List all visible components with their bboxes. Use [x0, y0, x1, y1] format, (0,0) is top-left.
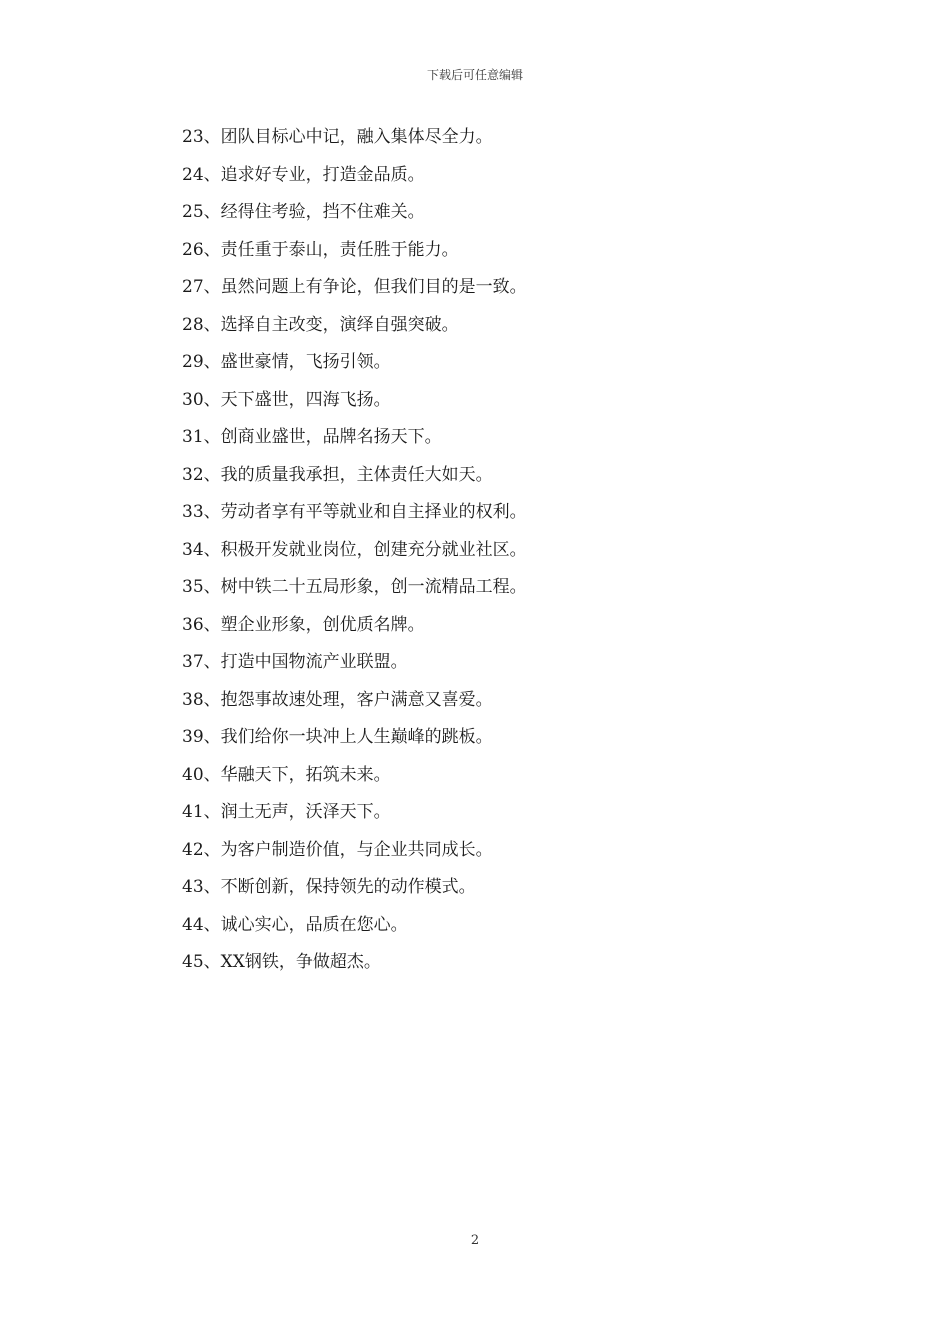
list-item: 37、打造中国物流产业联盟。	[182, 652, 408, 672]
list-item: 24、追求好专业，打造金品质。	[182, 164, 425, 185]
list-item: 30、天下盛世，四海飞扬。	[182, 389, 391, 410]
list-item: 25、经得住考验，挡不住难关。	[182, 202, 425, 222]
list-item: 44、诚心实心，品质在您心。	[182, 914, 408, 935]
list-item: 23、团队目标心中记，融入集体尽全力。	[182, 127, 493, 147]
list-item: 26、责任重于泰山，责任胜于能力。	[182, 239, 459, 260]
list-item: 35、树中铁二十五局形象，创一流精品工程。	[182, 577, 527, 597]
slogan-list	[182, 119, 782, 982]
page-number: 2	[470, 1233, 480, 1248]
page-header-note: 下载后可任意编辑	[426, 68, 523, 82]
list-item: 43、不断创新，保持领先的动作模式。	[182, 877, 476, 897]
list-item: 27、虽然问题上有争论，但我们目的是一致。	[182, 277, 527, 297]
list-item: 41、润土无声，沃泽天下。	[182, 802, 391, 822]
list-item: 32、我的质量我承担，主体责任大如天。	[182, 464, 493, 485]
list-item: 40、华融天下，拓筑未来。	[182, 764, 391, 785]
list-item: 39、我们给你一块冲上人生巅峰的跳板。	[182, 727, 493, 747]
list-item: 33、劳动者享有平等就业和自主择业的权利。	[182, 502, 527, 522]
list-item: 31、创商业盛世，品牌名扬天下。	[182, 427, 442, 447]
list-item: 29、盛世豪情，飞扬引领。	[182, 352, 391, 372]
list-item: 34、积极开发就业岗位，创建充分就业社区。	[182, 539, 527, 560]
list-item: 38、抱怨事故速处理，客户满意又喜爱。	[182, 689, 493, 710]
list-item: 36、塑企业形象，创优质名牌。	[182, 614, 425, 635]
list-item: 28、选择自主改变，演绎自强突破。	[182, 314, 459, 335]
list-item: 42、为客户制造价值，与企业共同成长。	[182, 839, 493, 860]
list-item: 45、XX钢铁，争做超杰。	[182, 952, 381, 972]
